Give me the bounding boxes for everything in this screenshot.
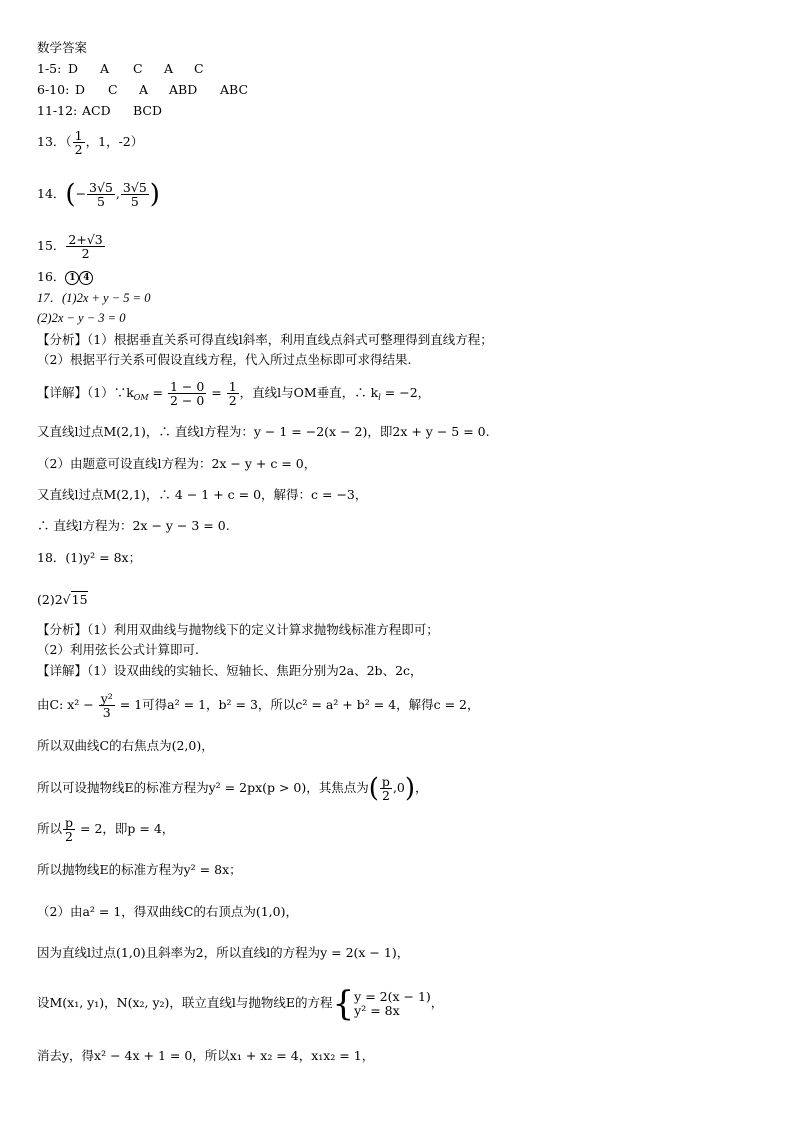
mc-answer: BCD <box>133 103 163 118</box>
frac-den: 2 <box>74 142 83 157</box>
q18-detail-8: 因为直线l过点(1,0)且斜率为2，所以直线l的方程为y = 2(x − 1)， <box>37 945 410 960</box>
frac-num: 1 <box>228 379 237 394</box>
left-paren-icon: ( <box>65 179 76 210</box>
q18-detail-9 <box>37 983 443 1023</box>
answer-pre: (2)2 <box>37 592 63 607</box>
subscript: OM <box>133 393 149 402</box>
mc-answer: ABC <box>220 82 249 97</box>
l2-pre: 由C: x² − <box>37 697 98 712</box>
q17-detail-1: 【详解】$(1)\because k_{OM}$ = $\frac{1 - 0}{2 - 0}$ = $\frac{1}{2}$ ，直线l与OM垂直，∴ $k_l = -2$， <box>37 379 431 408</box>
q13-num: 13． <box>37 134 66 149</box>
sys-eq-2: y² = 8x <box>354 1002 400 1018</box>
frac-den: 2 <box>65 829 73 844</box>
circled-1-icon: 1 <box>65 271 79 285</box>
q14-num: 14． <box>37 186 66 201</box>
q14-frac-a <box>87 181 115 208</box>
l2-post: = 1可得a² = 1，b² = 3，所以c² = a² + b² = 4，解得c = 2， <box>115 697 480 712</box>
detail-tail2: = −2， <box>380 385 431 400</box>
mc-label: 11-12: <box>37 103 78 118</box>
q17-frac-2 <box>227 380 239 407</box>
frac-num: 2+√3 <box>68 232 103 247</box>
q18-analysis-1: 【分析】（1）利用双曲线与抛物线下的定义计算求抛物线标准方程即可； <box>37 622 439 637</box>
mc-answer: D <box>68 61 79 76</box>
frac-num: 1 − 0 <box>169 379 205 394</box>
equation-system <box>354 990 431 1018</box>
circled-4-icon: 4 <box>79 271 93 285</box>
q17-detail-4: 又直线l过点M(2,1)，∴ 4 − 1 + c = 0，解得：c = −3， <box>37 487 368 502</box>
frac-den: 5 <box>97 194 105 209</box>
frac-num: 3√5 <box>89 180 113 195</box>
q18-detail-10: 消去y，得x² − 4x + 1 = 0，所以x₁ + x₂ = 4，x₁x₂ = 1， <box>37 1048 375 1063</box>
frac-num: 1 <box>74 128 83 143</box>
mc-answer: A <box>139 82 149 97</box>
mc-answer: D <box>75 82 86 97</box>
q16 <box>37 269 93 285</box>
frac-den: 2 <box>381 788 390 803</box>
detail-tail: ，直线l与OM垂直，∴ k <box>239 385 379 400</box>
q13 <box>37 124 143 160</box>
mc-answer: C <box>108 82 118 97</box>
l5-pre: 所以 <box>37 821 63 836</box>
q18-detail-3: 所以双曲线C的右焦点为(2,0)， <box>37 738 214 753</box>
mc-label: 1-5: <box>37 61 62 76</box>
q17-analysis-2: （2）根据平行关系可假设直线方程，代入所过点坐标即可求得结果. <box>37 352 412 367</box>
l4-pre: 所以可设抛物线E的标准方程为y² = 2px(p > 0)，其焦点为 <box>37 780 369 795</box>
frac-num: p <box>381 774 390 789</box>
sqrt-value: 15 <box>71 592 88 607</box>
left-paren-icon: ( <box>368 773 379 804</box>
q18-answer-2: (2)2√15 <box>37 592 88 607</box>
right-paren-icon: ) <box>149 179 160 210</box>
mc-answer: A <box>164 61 174 76</box>
q15-num: 15． <box>37 238 66 253</box>
left-brace-icon: { <box>332 983 355 1024</box>
mc-answer: A <box>100 61 110 76</box>
q18-analysis-2: （2）利用弦长公式计算即可. <box>37 642 199 657</box>
mc-row-1 <box>37 61 204 77</box>
mc-row-2 <box>37 82 249 98</box>
q18-detail-6: 所以抛物线E的标准方程为y² = 8x； <box>37 862 242 877</box>
mc-answer: ACD <box>82 103 111 118</box>
q13-fraction <box>73 129 85 156</box>
q15-fraction <box>66 233 104 260</box>
q17-frac-1 <box>168 380 206 407</box>
q18-detail-5 <box>37 812 174 846</box>
q18-frac-y2 <box>99 692 115 719</box>
frac-den: 5 <box>130 194 139 209</box>
q18-answer-1: 18．(1)y² = 8x； <box>37 550 142 565</box>
q15 <box>37 228 106 264</box>
eq: = <box>148 385 167 400</box>
q17-analysis-1: 【分析】（1）根据垂直关系可得直线l斜率，利用直线点斜式可整理得到直线方程； <box>37 332 493 347</box>
q17-answer-2: (2)2x − y − 3 = 0 <box>37 311 126 325</box>
frac-num: y² <box>100 691 113 706</box>
l9-pre: 设M(x₁, y₁)，N(x₂, y₂)，联立直线l与抛物线E的方程 <box>37 995 333 1010</box>
sys-eq-1: y = 2(x − 1) <box>354 988 431 1004</box>
q13-open: （ <box>65 134 72 149</box>
l9-post: ， <box>430 995 444 1010</box>
q14: 14．(− $\frac{3√5}{5}$ , $\frac{3√5}{5}$ ) <box>37 179 160 210</box>
subscript: l <box>378 393 381 402</box>
q18-detail-7: （2）由a² = 1，得双曲线C的右顶点为(1,0)， <box>37 904 298 919</box>
mc-answer: ABD <box>169 82 198 97</box>
page-title: 数学答案 <box>37 40 88 55</box>
mc-label: 6-10: <box>37 82 70 97</box>
mc-answer: C <box>194 61 204 76</box>
q18-detail-1: 【详解】（1）设双曲线的实轴长、短轴长、焦距分别为2a、2b、2c， <box>37 663 423 678</box>
q18-frac-p2b <box>63 816 75 843</box>
l4-end: ， <box>415 780 428 795</box>
q17-detail-5: ∴ 直线l方程为：2x − y − 3 = 0. <box>37 518 230 533</box>
mc-answer: C <box>133 61 143 76</box>
mc-row-3 <box>37 103 163 119</box>
q17-detail-2: 又直线l过点M(2,1)，∴ 直线l方程为：y − 1 = −2(x − 2)，即2x + y − 5 = 0. <box>37 424 490 439</box>
q18-detail-2 <box>37 688 480 722</box>
frac-den: 2 − 0 <box>169 393 205 408</box>
right-paren-icon: ) <box>404 773 416 804</box>
frac-den: 2 <box>228 393 237 408</box>
l4-post: ,0 <box>392 780 405 795</box>
q17-detail-3: （2）由题意可设直线l方程为：2x − y + c = 0， <box>37 456 317 471</box>
q18-detail-4 <box>37 768 428 809</box>
frac-den: 3 <box>102 705 111 720</box>
q14-frac-b <box>121 181 149 208</box>
l5-post: = 2，即p = 4， <box>76 821 175 836</box>
detail-head: 【详解】（1）∵k <box>37 385 134 400</box>
q13-rest: ，1，-2） <box>85 134 144 149</box>
frac-den: 2 <box>81 246 90 261</box>
q17-answer-1: 17．(1)2x + y − 5 = 0 <box>37 291 151 305</box>
frac-num: 3√5 <box>122 180 147 195</box>
frac-num: p <box>65 815 74 830</box>
q18-frac-p2 <box>380 775 392 802</box>
q16-num: 16． <box>37 269 66 284</box>
